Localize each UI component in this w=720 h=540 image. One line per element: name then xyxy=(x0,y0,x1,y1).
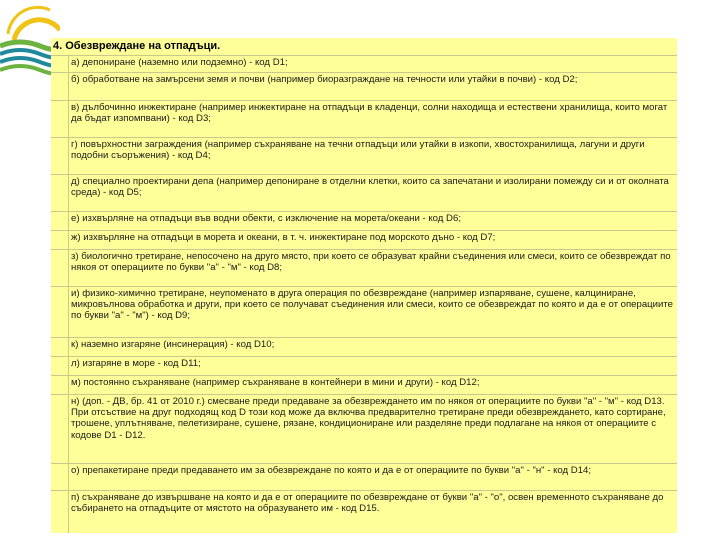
gutter xyxy=(51,212,69,230)
gutter xyxy=(51,338,69,356)
table-row xyxy=(51,231,677,250)
gutter xyxy=(51,56,69,72)
gutter xyxy=(51,357,69,375)
item-d12: м) постоянно съхраняване (например съхраняване в контейнери в мини и други) - код D12; xyxy=(71,377,480,388)
item-d9: и) физико-химично третиране, неупоменато в друга операция по обезвреждане (например изпаряване, сушене, калциниране, микровълнова обработка и други, при което се получават съединения или смеси, които се обезвреждат по която и да е от операциите по букви "а" - "м") - код D9; xyxy=(71,288,674,322)
table-row xyxy=(51,338,677,357)
gutter xyxy=(51,491,69,533)
table-row xyxy=(51,56,677,73)
disposal-table xyxy=(51,38,677,533)
table-row xyxy=(51,212,677,231)
table-row xyxy=(51,138,677,175)
table-row xyxy=(51,101,677,138)
table-row xyxy=(51,357,677,376)
gutter xyxy=(51,175,69,211)
table-row xyxy=(51,464,677,491)
table-row xyxy=(51,376,677,395)
item-d11: л) изгаряне в море - код D11; xyxy=(71,358,201,369)
gutter xyxy=(51,138,69,174)
gutter xyxy=(51,376,69,394)
item-d14: о) препакетиране преди предаването им за обезвреждане по която и да е от операциите по букви "а" - "н" - код D14; xyxy=(71,465,592,476)
item-d4: г) повърхностни заграждения (например съхраняване на течни отпадъци или утайки в изкопи, хвостохранилища, лагуни и други подобни съоръжения) - код D4; xyxy=(71,139,645,162)
item-d10: к) наземно изгаряне (инсинерация) - код D10; xyxy=(71,339,275,350)
item-d8: з) биологично третиране, непосочено на друго място, при което се образуват крайни съединения или смеси, които се обезвреждат по някоя от операциите по букви "а" - "м" - код D8; xyxy=(71,251,671,274)
gutter xyxy=(51,395,69,463)
section-title: 4. Обезвреждане на отпадъци. xyxy=(53,40,221,52)
table-row xyxy=(51,175,677,212)
item-d2: б) обработване на замърсени земя и почви (например биоразграждане на течности или утайки в почви) - код D2; xyxy=(71,74,578,85)
item-d5: д) специално проектирани депа (например депониране в отделни клетки, които са запечатани и изолирани помежду си и от околната среда) - код D5; xyxy=(71,176,669,199)
item-d13: н) (доп. - ДВ, бр. 41 от 2010 г.) смесване преди предаване за обезвреждането им по някоя от операциите по букви "а" - "м" - код D13. При отсъствие на друг подходящ код D този код може да включва предварително третиране преди обезвреждането, като сортиране, трошене, уплътняване, пелетизиране, сушене, рязане, кондициониране или разделяне преди подлагане на някоя от операциите с кодове D1 - D12. xyxy=(71,396,666,441)
table-row xyxy=(51,287,677,338)
gutter xyxy=(51,73,69,100)
item-d6: е) изхвърляне на отпадъци във водни обекти, с изключение на морета/океани - код D6; xyxy=(71,213,461,224)
gutter xyxy=(51,287,69,337)
gutter xyxy=(51,464,69,490)
table-header-row xyxy=(51,38,677,56)
gutter xyxy=(51,250,69,286)
table-row xyxy=(51,250,677,287)
gutter xyxy=(51,231,69,249)
table-row xyxy=(51,395,677,464)
item-d3: в) дълбочинно инжектиране (например инжектиране на отпадъци в кладенци, солни находища и естествени хранилища, които могат да бъдат изпомпвани) - код D3; xyxy=(71,102,668,125)
item-d7: ж) изхвърляне на отпадъци в морета и океани, в т. ч. инжектиране под морското дъно - код D7; xyxy=(71,232,496,243)
table-row xyxy=(51,491,677,533)
table-row xyxy=(51,73,677,101)
item-d1: а) депониране (наземно или подземно) - код D1; xyxy=(71,57,288,68)
item-d15: п) съхраняване до извършване на която и да е от операциите по обезвреждане от букви "а" - "о", освен временното съхраняване до събирането на отпадъците от мястото на образуването им - код D15. xyxy=(71,492,664,515)
gutter xyxy=(51,101,69,137)
